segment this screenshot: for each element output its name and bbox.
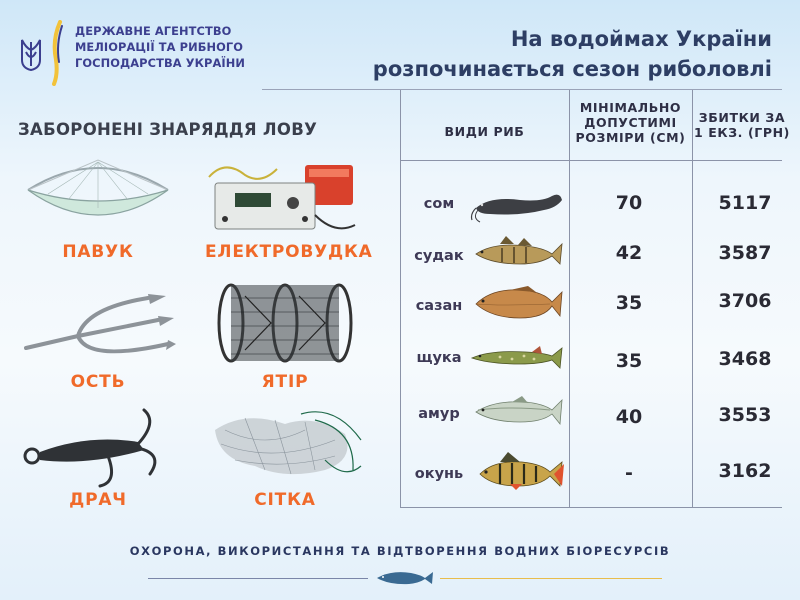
fyke-net-icon	[205, 278, 365, 368]
fish-icon	[375, 570, 435, 586]
min-size-column-header	[569, 100, 692, 145]
agency-logo-bar-icon	[50, 20, 64, 86]
fish-name: амур	[418, 406, 460, 422]
damage-value: 3162	[718, 460, 772, 482]
fish-name: щука	[416, 350, 462, 366]
catfish-icon	[470, 186, 565, 224]
fish-name: сом	[423, 196, 455, 212]
table-bottom-divider	[400, 507, 782, 508]
gear-label: ДРАЧ	[69, 490, 127, 510]
pike-icon	[470, 338, 565, 376]
min-size-value: 35	[615, 292, 643, 314]
forbidden-gear-heading: ЗАБОРОНЕНІ ЗНАРЯДДЯ ЛОВУ	[18, 120, 318, 139]
gear-label: ПАВУК	[62, 242, 134, 262]
page-title	[373, 24, 772, 84]
footer-line	[440, 578, 662, 579]
perch-icon	[470, 452, 565, 490]
species-column-header: ВИДИ РИБ	[444, 124, 525, 139]
page-title-line: На водоймах України	[510, 27, 772, 51]
agency-name-line: МЕЛІОРАЦІЇ ТА РИБНОГО	[75, 40, 244, 54]
gear-label: СІТКА	[254, 490, 316, 510]
table-header-divider	[400, 160, 782, 161]
table-divider	[692, 90, 693, 508]
agency-name-line: ДЕРЖАВНЕ АГЕНТСТВО	[75, 24, 232, 38]
grass-carp-icon	[470, 392, 565, 430]
min-size-value: 70	[615, 192, 643, 214]
agency-name-line: ГОСПОДАРСТВА УКРАЇНИ	[75, 56, 245, 70]
gear-label: ЕЛЕКТРОВУДКА	[205, 242, 373, 262]
min-size-value: -	[625, 462, 633, 484]
damage-value: 3468	[718, 348, 772, 370]
damage-value: 3706	[718, 290, 772, 312]
header-line: 1 ЕКЗ. (ГРН)	[694, 125, 790, 140]
gear-label: ЯТІР	[261, 372, 309, 392]
carp-icon	[470, 284, 565, 322]
agency-name	[75, 23, 265, 71]
zander-icon	[470, 234, 565, 272]
footer-line	[148, 578, 368, 579]
fish-name: окунь	[414, 466, 464, 482]
damage-column-header	[692, 110, 792, 140]
fish-spear-icon	[18, 288, 178, 378]
gill-net-icon	[205, 400, 365, 490]
damage-value: 3553	[718, 404, 772, 426]
damage-value: 5117	[718, 192, 772, 214]
header-line: ДОПУСТИМІ	[584, 115, 677, 130]
electrofishing-device-icon	[205, 155, 365, 245]
header-line: ЗБИТКИ ЗА	[698, 110, 786, 125]
trident-emblem-icon	[20, 38, 42, 72]
damage-value: 3587	[718, 242, 772, 264]
gear-label: ОСТЬ	[70, 372, 126, 392]
min-size-value: 42	[615, 242, 643, 264]
header-line: РОЗМІРИ (СМ)	[575, 130, 686, 145]
min-size-value: 40	[615, 406, 643, 428]
treble-hook-icon	[18, 404, 178, 494]
header-divider	[262, 89, 782, 90]
fish-name: судак	[414, 248, 464, 264]
header-line: МІНІМАЛЬНО	[579, 100, 682, 115]
lift-net-icon	[18, 150, 178, 240]
table-divider	[400, 90, 401, 508]
fish-name: сазан	[415, 298, 463, 314]
footer-slogan: ОХОРОНА, ВИКОРИСТАННЯ ТА ВІДТВОРЕННЯ ВОДНИХ БІОРЕСУРСІВ	[129, 544, 671, 558]
table-divider	[569, 90, 570, 508]
page-title-line: розпочинається сезон риболовлі	[372, 57, 772, 81]
min-size-value: 35	[615, 350, 643, 372]
